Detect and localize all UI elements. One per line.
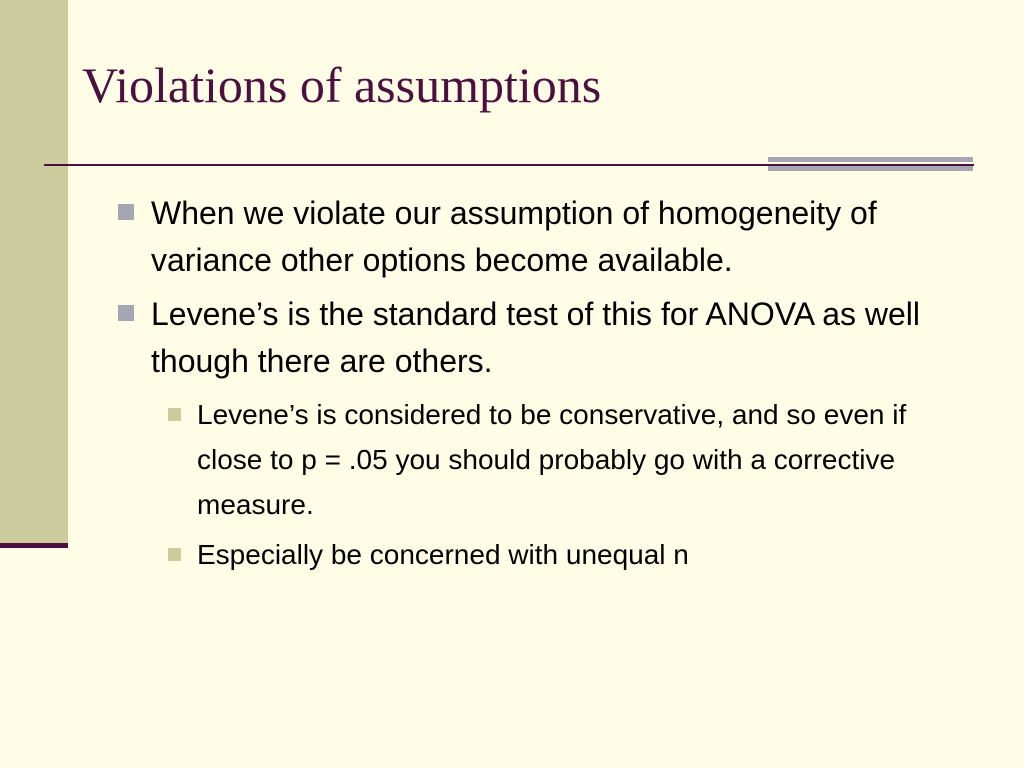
square-bullet-icon xyxy=(118,204,134,220)
accent-bar xyxy=(768,166,973,171)
square-bullet-icon xyxy=(168,408,181,421)
bullet-item xyxy=(114,190,974,284)
slide-body xyxy=(114,190,974,582)
sub-bullet-text: Especially be concerned with unequal n xyxy=(197,539,689,570)
square-bullet-icon xyxy=(118,305,134,321)
left-decorative-band xyxy=(0,0,68,545)
sub-bullet-item xyxy=(162,392,974,527)
bullet-text: Levene’s is the standard test of this for ANOVA as well though there are others. xyxy=(151,296,920,379)
bullet-text: When we violate our assumption of homogeneity of variance other options become available. xyxy=(151,195,877,278)
square-bullet-icon xyxy=(168,548,181,561)
accent-bar xyxy=(768,157,973,162)
slide-title: Violations of assumptions xyxy=(82,57,602,113)
accent-bars xyxy=(768,157,973,179)
sub-bullet-text: Levene’s is considered to be conservative, and so even if close to p = .05 you should probably go with a corrective measure. xyxy=(197,399,907,520)
left-band-underline xyxy=(0,543,68,548)
bullet-item xyxy=(114,291,974,385)
sub-bullet-item xyxy=(162,532,974,577)
